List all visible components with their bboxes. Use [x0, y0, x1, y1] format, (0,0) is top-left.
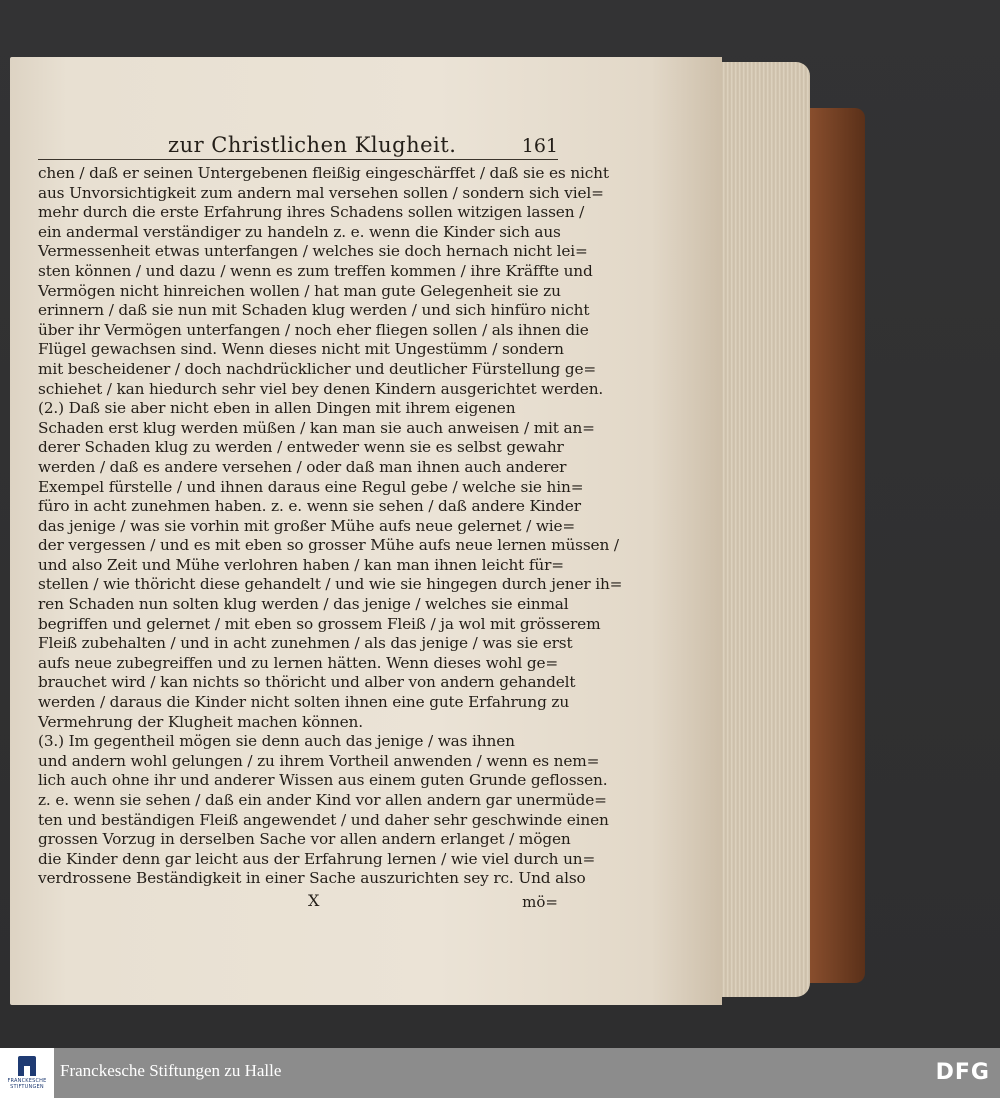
- text-line: werden / daraus die Kinder nicht solten ihnen eine gute Erfahrung zu: [38, 693, 570, 712]
- text-line: die Kinder denn gar leicht aus der Erfahrung lernen / wie viel durch un=: [38, 849, 596, 868]
- text-line: Vermehrung der Klugheit machen können.: [38, 712, 363, 731]
- institution-logo[interactable]: [0, 1048, 54, 1098]
- text-line: füro in acht zunehmen haben. z. e. wenn sie sehen / daß andere Kinder: [38, 497, 581, 516]
- institution-name: Franckesche Stiftungen zu Halle: [60, 1061, 282, 1080]
- text-line: aus Unvorsichtigkeit zum andern mal versehen sollen / sondern sich viel=: [38, 183, 604, 202]
- text-line: Vermögen nicht hinreichen wollen / hat man gute Gelegenheit sie zu: [38, 281, 561, 300]
- text-line: mit bescheidener / doch nachdrücklicher und deutlicher Fürstellung ge=: [38, 359, 597, 378]
- text-line: sten können / und dazu / wenn es zum treffen kommen / ihre Kräffte und: [38, 261, 593, 280]
- text-line: ten und beständigen Fleiß angewendet / und daher sehr geschwinde einen: [38, 810, 609, 829]
- text-line: ren Schaden nun solten klug werden / das jenige / welches sie einmal: [38, 595, 569, 614]
- text-line: grossen Vorzug in derselben Sache vor allen andern erlanget / mögen: [38, 830, 571, 849]
- text-line: Exempel fürstelle / und ihnen daraus eine Regul gebe / welche sie hin=: [38, 477, 584, 496]
- text-line: chen / daß er seinen Untergebenen fleißig eingeschärffet / daß sie es nicht: [38, 164, 609, 182]
- text-line: ein andermal verständiger zu handeln z. e. wenn die Kinder sich aus: [38, 222, 561, 241]
- text-line: über ihr Vermögen unterfangen / noch eher fliegen sollen / als ihnen die: [38, 320, 589, 339]
- text-line: derer Schaden klug zu werden / entweder wenn sie es selbst gewahr: [38, 438, 564, 457]
- text-line: das jenige / was sie vorhin mit großer Mühe aufs neue gelernet / wie=: [38, 516, 576, 535]
- dfg-logo[interactable]: DFG: [935, 1060, 990, 1085]
- text-line: werden / daß es andere versehen / oder daß man ihnen auch anderer: [38, 457, 567, 476]
- catchword: mö=: [522, 892, 558, 911]
- text-line: und andern wohl gelungen / zu ihrem Vortheil anwenden / wenn es nem=: [38, 751, 600, 770]
- text-line: erinnern / daß sie nun mit Schaden klug werden / und sich hinfüro nicht: [38, 301, 590, 320]
- text-line: der vergessen / und es mit eben so grosser Mühe aufs neue lernen müssen /: [38, 536, 619, 555]
- text-line: Flügel gewachsen sind. Wenn dieses nicht mit Ungestümm / sondern: [38, 340, 564, 359]
- page-footer: [38, 891, 558, 915]
- signature-mark: X: [308, 890, 320, 910]
- building-icon: [18, 1056, 36, 1076]
- text-line: brauchet wird / kan nichts so thöricht und alber von andern gehandelt: [38, 673, 576, 692]
- body-text: [38, 164, 623, 889]
- text-line: Fleiß zubehalten / und in acht zunehmen / als das jenige / was sie erst: [38, 634, 573, 653]
- running-title: zur Christlichen Klugheit.: [168, 133, 457, 157]
- page-number: 161: [521, 135, 558, 157]
- text-line: stellen / wie thöricht diese gehandelt / und wie sie hingegen durch jener ih=: [38, 575, 623, 594]
- text-line: aufs neue zubegreiffen und zu lernen hätten. Wenn dieses wohl ge=: [38, 653, 559, 672]
- text-line: lich auch ohne ihr und anderer Wissen aus einem guten Grunde geflossen.: [38, 771, 608, 790]
- text-line: Vermessenheit etwas unterfangen / welches sie doch hernach nicht lei=: [38, 242, 588, 261]
- book-page: [10, 57, 722, 1005]
- text-line: Schaden erst klug werden müßen / kan man sie auch anweisen / mit an=: [38, 418, 595, 437]
- text-line: (3.) Im gegentheil mögen sie denn auch das jenige / was ihnen: [38, 732, 515, 751]
- page-header: [38, 133, 558, 160]
- viewer-footer-bar: [0, 1048, 1000, 1098]
- text-line: begriffen und gelernet / mit eben so grossem Fleiß / ja wol mit grösserem: [38, 614, 601, 633]
- page-content: [38, 133, 623, 915]
- logo-text: FRANCKESCHE STIFTUNGEN: [7, 1078, 47, 1090]
- text-line: (2.) Daß sie aber nicht eben in allen Dingen mit ihrem eigenen: [38, 399, 516, 418]
- text-line: z. e. wenn sie sehen / daß ein ander Kind vor allen andern gar unermüde=: [38, 791, 607, 809]
- text-line: schiehet / kan hiedurch sehr viel bey denen Kindern ausgerichtet werden.: [38, 379, 604, 398]
- text-line: verdrossene Beständigkeit in einer Sache auszurichten sey rc. Und also: [38, 869, 586, 888]
- text-line: und also Zeit und Mühe verlohren haben / kan man ihnen leicht für=: [38, 555, 564, 574]
- text-line: mehr durch die erste Erfahrung ihres Schadens sollen witzigen lassen /: [38, 203, 585, 222]
